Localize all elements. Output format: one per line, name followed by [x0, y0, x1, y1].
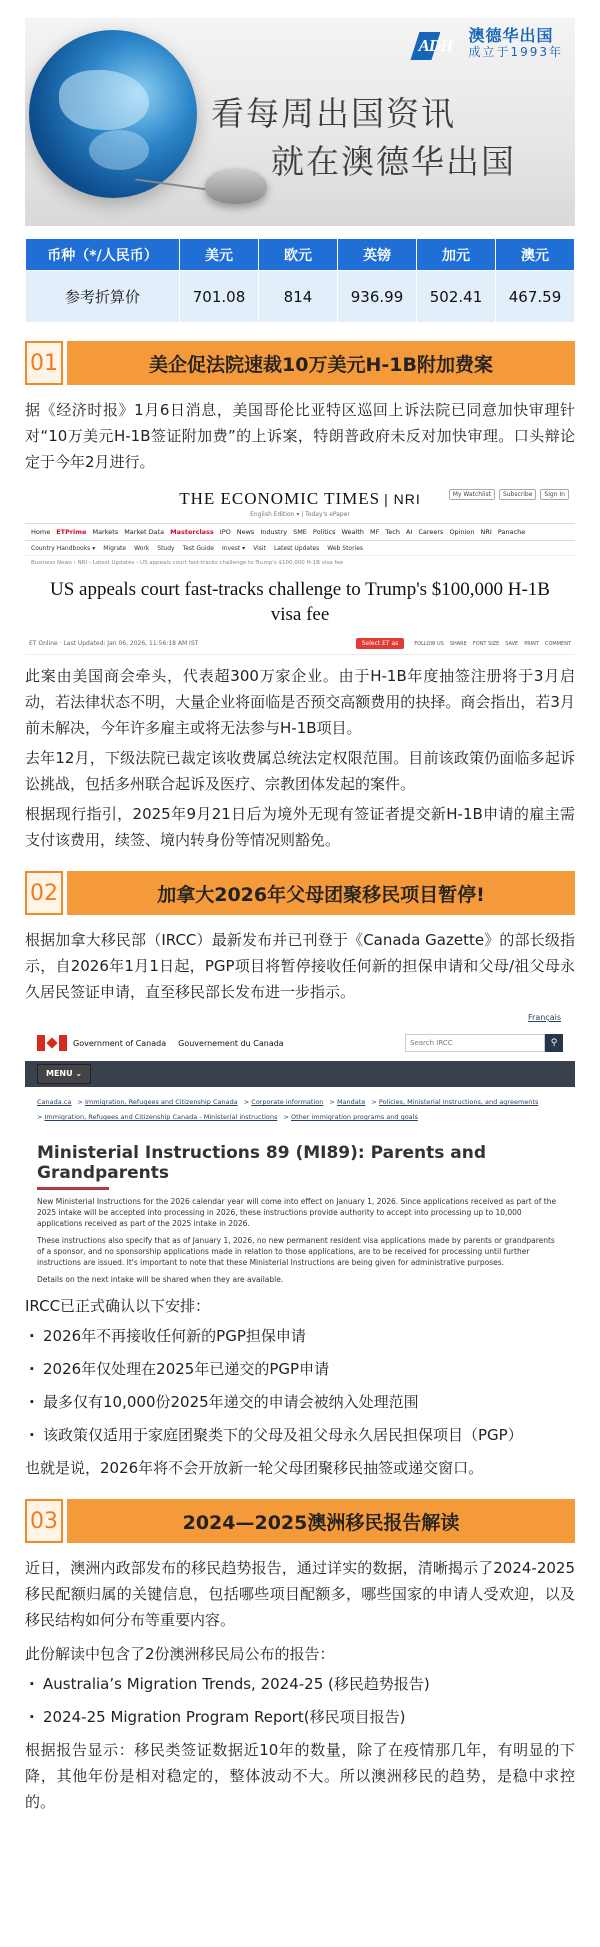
brand-logo — [410, 24, 563, 62]
save-icon[interactable]: SAVE — [505, 640, 519, 647]
font-size-icon[interactable]: FONT SIZE — [472, 640, 500, 647]
table-header: 英镑 — [338, 239, 417, 271]
share-icon[interactable]: SHARE — [449, 640, 467, 647]
logo-mark-icon: ADH — [410, 24, 462, 62]
breadcrumb-link[interactable]: Other immigration programs and goals — [290, 1113, 418, 1121]
subnav-item[interactable]: Visit — [253, 544, 266, 552]
search-input[interactable]: Search IRCC — [405, 1034, 545, 1052]
menu-button[interactable]: MENU ⌄ — [37, 1064, 91, 1084]
paragraph: 据《经济时报》1月6日消息，美国哥伦比亚特区巡回上诉法院已同意加快审理针对“10万美元H-1B签证附加费”的上诉案，特朗普政府未反对加快审理。口头辩论定于今年2月进行。 — [25, 401, 575, 471]
nav-item[interactable]: NRI — [480, 528, 492, 536]
ca-breadcrumb: Canada.ca > Immigration, Refugees and Citizenship Canada > Corporate information > Mandate > Policies, Ministerial Instructions, and agreements > Immigration, Refugees and Citizenship Canada - Ministerial instructions > Other immigration programs and goals — [37, 1098, 539, 1121]
section-1-header — [25, 341, 575, 385]
table-cell: 701.08 — [180, 271, 259, 323]
ca-paragraph: New Ministerial Instructions for the 2026 calendar year will come into effect on January 1, 2026. Since applications received as part of the 2025 intake will be accepted into processing in 2026, these instructions provide authority to accept into processing up to 10,000 applications received as part of the 2025 intake in 2026. — [37, 1197, 557, 1228]
et-nav — [25, 523, 575, 541]
follow-icon[interactable]: FOLLOW US — [414, 640, 444, 647]
list-item: · Australia’s Migration Trends, 2024-25 (移民趋势报告) — [25, 1671, 575, 1697]
paragraph: 近日，澳洲内政部发布的移民趋势报告，通过详实的数据，清晰揭示了2024-2025移民配额归属的关键信息，包括哪些项目配额多，哪些国家的申请人受欢迎，以及移民结构如何分布等重要内容。 — [25, 1559, 575, 1629]
canada-flag-icon — [37, 1035, 67, 1051]
bullet-list — [25, 1323, 575, 1448]
nav-item[interactable]: News — [236, 528, 255, 536]
header-banner — [25, 18, 575, 226]
nav-item[interactable]: AI — [405, 528, 413, 536]
subnav-item[interactable]: Web Stories — [327, 544, 364, 552]
nav-item[interactable]: Wealth — [341, 528, 365, 536]
exchange-rate-table — [25, 238, 575, 323]
list-item: · 2026年不再接收任何新的PGP担保申请 — [25, 1323, 575, 1349]
list-item: · 最多仅有10,000份2025年递交的申请会被纳入处理范围 — [25, 1389, 575, 1415]
et-edition: English Edition ▾ | Today's ePaper — [250, 511, 350, 518]
breadcrumb-link[interactable]: Policies, Ministerial Instructions, and agreements — [378, 1098, 539, 1106]
table-cell: 467.59 — [496, 271, 575, 323]
breadcrumb-link[interactable]: Mandate — [336, 1098, 366, 1106]
section-3-header — [25, 1499, 575, 1543]
subnav-item[interactable]: Work — [134, 544, 150, 552]
paragraph: 此份解读中包含了2份澳洲移民局公布的报告： — [25, 1645, 335, 1663]
table-header: 澳元 — [496, 239, 575, 271]
list-item: · 该政策仅适用于家庭团聚类下的父母及祖父母永久居民担保项目（PGP） — [25, 1422, 575, 1448]
bullet-list — [25, 1671, 575, 1730]
nav-item[interactable]: ETPrime — [56, 528, 87, 536]
table-header: 美元 — [180, 239, 259, 271]
ca-header — [25, 1025, 575, 1061]
et-meta — [25, 633, 575, 655]
breadcrumb-link[interactable]: Corporate information — [251, 1098, 324, 1106]
et-breadcrumb: Business News › NRI › Latest Updates › US appeals court fast-tracks challenge to Trump's $100,000 H-1B visa fee — [25, 555, 575, 569]
ca-menu-bar — [25, 1061, 575, 1087]
paragraph: 根据加拿大移民部（IRCC）最新发布并已刊登于《Canada Gazette》的部长级指示，自2026年1月1日起，PGP项目将暂停接收任何新的担保申请和父母/祖父母永久居民签证申请，直至移民部长发布进一步指示。 — [25, 931, 575, 1001]
et-select-button[interactable]: Select ET as — [356, 638, 405, 649]
gov-name-en: Government of Canada — [73, 1038, 167, 1048]
section-number: 02 — [25, 871, 63, 915]
globe-icon — [29, 30, 197, 198]
et-headline: US appeals court fast-tracks challenge to Trump's $100,000 H-1B visa fee — [50, 579, 550, 625]
breadcrumb-link[interactable]: Canada.ca — [37, 1098, 72, 1106]
nav-item[interactable]: Panache — [497, 528, 526, 536]
section-title: 加拿大2026年父母团聚移民项目暂停! — [67, 871, 575, 915]
table-header: 加元 — [417, 239, 496, 271]
brand-name: 澳德华出国 — [468, 25, 554, 45]
table-cell: 936.99 — [338, 271, 417, 323]
language-toggle[interactable]: Français — [528, 1013, 561, 1022]
subnav-item[interactable]: Study — [157, 544, 175, 552]
table-header: 欧元 — [259, 239, 338, 271]
banner-slogan — [211, 90, 516, 186]
nav-item[interactable]: Market Data — [124, 528, 165, 536]
table-row-label: 参考折算价 — [26, 271, 180, 323]
et-top-links — [449, 489, 569, 500]
list-item: · 2026年仅处理在2025年已递交的PGP申请 — [25, 1356, 575, 1382]
nav-item[interactable]: Home — [31, 528, 51, 536]
subnav-item[interactable]: Migrate — [103, 544, 127, 552]
subnav-item[interactable]: Country Handbooks ▾ — [31, 544, 96, 552]
section-2-header — [25, 871, 575, 915]
nav-item[interactable]: Markets — [92, 528, 119, 536]
nav-item[interactable]: Careers — [418, 528, 444, 536]
slogan-line-1: 看每周出国资讯 — [211, 94, 456, 133]
table-header: 币种（*/人民币） — [26, 239, 180, 271]
gov-name-fr: Gouvernement du Canada — [178, 1038, 284, 1048]
nav-item[interactable]: Industry — [260, 528, 288, 536]
nav-item[interactable]: SME — [293, 528, 307, 536]
brand-founded: 成立于1993年 — [468, 45, 563, 60]
ca-search — [405, 1034, 563, 1052]
canada-ircc-screenshot — [25, 1013, 575, 1285]
et-link[interactable]: My Watchlist — [449, 489, 495, 500]
ca-page-title: Ministerial Instructions 89 (MI89): Parents and Grandparents — [37, 1143, 487, 1183]
et-byline: ET Online · Last Updated: Jan 06, 2026, 11:56:18 AM IST — [29, 640, 199, 647]
paragraph: IRCC已正式确认以下安排： — [25, 1297, 211, 1315]
economic-times-screenshot — [25, 483, 575, 655]
et-link[interactable]: Sign In — [540, 489, 569, 500]
breadcrumb-link[interactable]: Immigration, Refugees and Citizenship Canada - Ministerial instructions — [44, 1113, 278, 1121]
nav-item[interactable]: IPO — [219, 528, 231, 536]
nav-item[interactable]: Opinion — [449, 528, 475, 536]
et-subnav — [25, 541, 575, 555]
article-page — [0, 18, 600, 1823]
table-cell: 814 — [259, 271, 338, 323]
subnav-item[interactable]: Invest ▾ — [221, 544, 246, 552]
paragraph: 根据报告显示：移民类签证数据近10年的数量，除了在疫情那几年，有明显的下降，其他年份是相对稳定的，整体波动不大。所以澳洲移民的趋势，是稳中求控的。 — [25, 1741, 575, 1811]
paragraph: 也就是说，2026年将不会开放新一轮父母团聚移民抽签或递交窗口。 — [25, 1459, 484, 1477]
list-item: · 2024-25 Migration Program Report(移民项目报告) — [25, 1704, 575, 1730]
nav-item[interactable]: Politics — [312, 528, 336, 536]
et-link[interactable]: Subscribe — [499, 489, 536, 500]
et-logo: THE ECONOMIC TIMES | NRI — [179, 489, 421, 508]
table-row — [26, 271, 575, 323]
paragraph: 根据现行指引，2025年9月21日后为境外无现有签证者提交新H-1B申请的雇主需支付该费用，续签、境内转身份等情况则豁免。 — [25, 805, 575, 849]
subnav-item[interactable]: Latest Updates — [273, 544, 320, 552]
ca-paragraph: These instructions also specify that as of January 1, 2026, no new permanent resident visa applications made by parents or grandparents of a sponsor, and no sponsorship applications made in relation to those applications, are to be received for processing until further instructions are issued. It's important to note that these Ministerial Instructions are being given for administrative purposes. — [37, 1236, 555, 1267]
slogan-line-2: 就在澳德华出国 — [271, 142, 516, 181]
section-number: 01 — [25, 341, 63, 385]
nav-item[interactable]: Tech — [385, 528, 400, 536]
nav-item[interactable]: MF — [370, 528, 380, 536]
paragraph: 此案由美国商会牵头，代表超300万家企业。由于H-1B年度抽签注册将于3月启动，若法律状态不明，大量企业将面临是否预交高额费用的抉择。商会指出，若3月前未解决，今年许多雇主或将无法参与H-1B项目。 — [25, 667, 575, 737]
table-header-row — [26, 239, 575, 271]
nav-item[interactable]: Masterclass — [170, 528, 214, 536]
section-number: 03 — [25, 1499, 63, 1543]
table-cell: 502.41 — [417, 271, 496, 323]
comment-icon[interactable]: COMMENT — [544, 640, 571, 647]
breadcrumb-link[interactable]: Immigration, Refugees and Citizenship Canada — [84, 1098, 238, 1106]
search-icon[interactable]: ⚲ — [545, 1034, 563, 1052]
subnav-item[interactable]: Test Guide — [182, 544, 214, 552]
section-title: 2024—2025澳洲移民报告解读 — [67, 1499, 575, 1543]
ca-paragraph: Details on the next intake will be shared when they are available. — [37, 1275, 284, 1284]
paragraph: 去年12月，下级法院已裁定该收费属总统法定权限范围。目前该政策仍面临多起诉讼挑战，包括多州联合起诉及医疗、宗教团体发起的案件。 — [25, 749, 575, 793]
print-icon[interactable]: PRINT — [524, 640, 539, 647]
section-title: 美企促法院速裁10万美元H-1B附加费案 — [67, 341, 575, 385]
